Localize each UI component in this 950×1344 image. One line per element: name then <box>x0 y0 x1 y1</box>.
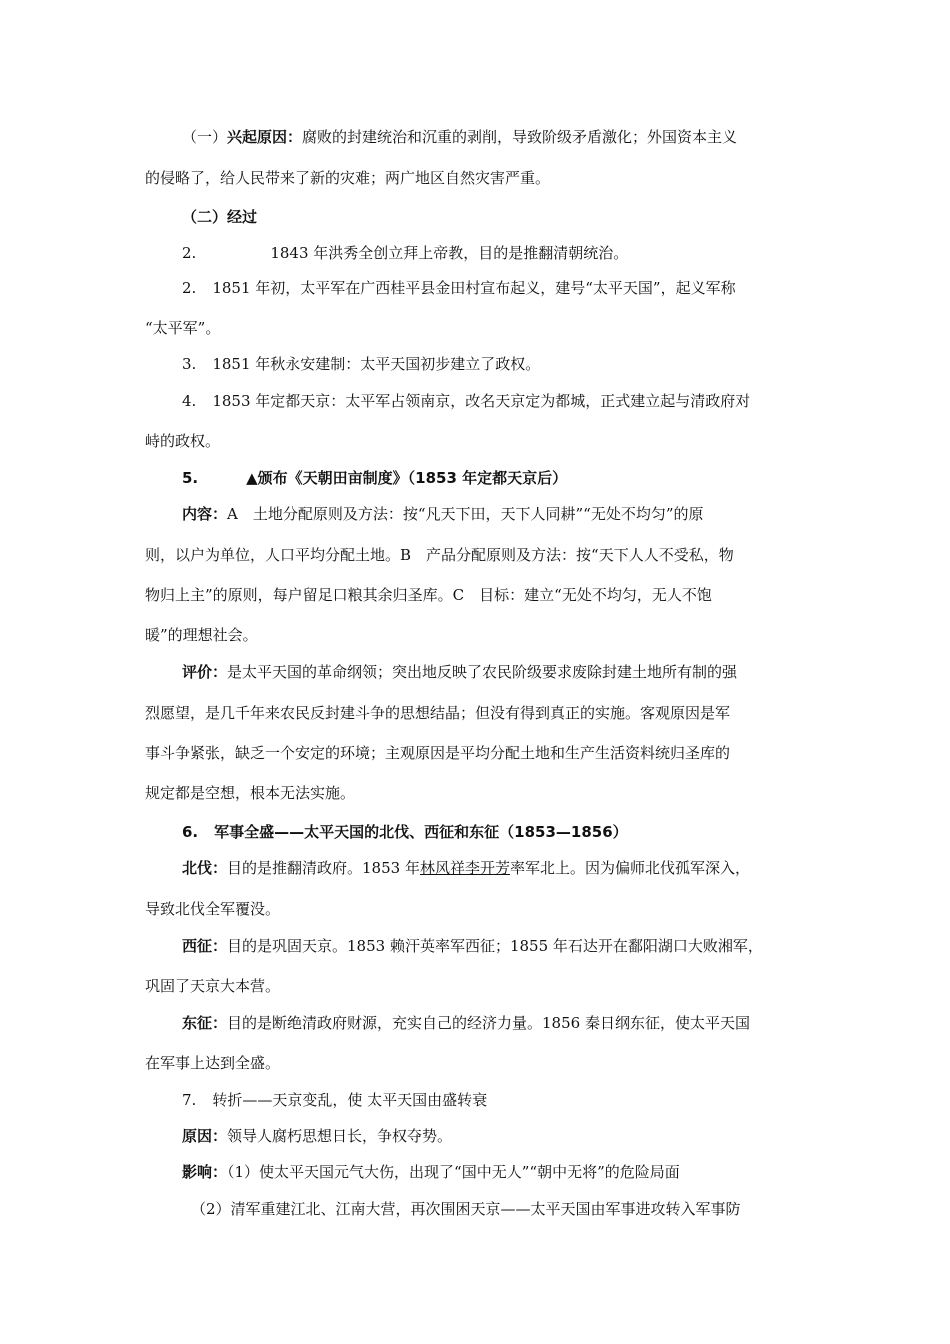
north-line-1 <box>182 858 750 878</box>
impact-line-2: （2）清军重建江北、江南大营，再次围困天京——太平天国由军事进攻转入军事防 <box>191 1200 741 1218</box>
item-1 <box>182 243 628 263</box>
west-line-1 <box>182 936 763 956</box>
east-text: 目的是断绝清政府财源，充实自己的经济力量。1856 秦日纲东征，使太平天国 <box>227 1014 750 1032</box>
item-text: 转折——天京变乱，使 太平天国由盛转衰 <box>212 1091 488 1109</box>
east-label: 东征： <box>182 1014 228 1032</box>
item-3 <box>182 354 540 374</box>
section-cause-heading: 兴起原因： <box>227 128 303 146</box>
item-text: 1843 年洪秀全创立拜上帝教，目的是推翻清朝统治。 <box>270 244 629 262</box>
evaluation-line-2: 烈愿望，是几千年来农民反封建斗争的思想结晶；但没有得到真正的实施。客观原因是军 <box>145 704 731 722</box>
evaluation-text: 是太平天国的革命纲领；突出地反映了农民阶级要求废除封建土地所有制的强 <box>227 663 738 681</box>
west-label: 西征： <box>182 937 228 955</box>
section-process-heading: （二）经过 <box>182 208 258 226</box>
impact-line-1 <box>182 1162 680 1182</box>
north-line-2: 导致北伐全军覆没。 <box>145 900 281 918</box>
item-text: 1851 年秋永安建制：太平天国初步建立了政权。 <box>212 355 541 373</box>
item-text: 1851 年初，太平军在广西桂平县金田村宣布起义，建号“太平天国”，起义军称 <box>212 279 736 297</box>
content-text: A 土地分配原则及方法：按“凡天下田，天下人同耕”“无处不均匀”的原 <box>227 505 704 523</box>
item-text: 1853 年定都天京：太平军占领南京，改名天京定为都城，正式建立起与清政府对 <box>212 392 751 410</box>
section-cause-text: 腐败的封建统治和沉重的剥削，导致阶级矛盾激化；外国资本主义 <box>302 128 738 146</box>
item-4-line-1 <box>182 391 750 411</box>
evaluation-line-1 <box>182 662 737 682</box>
reason-line <box>182 1126 452 1146</box>
item-5-heading <box>182 468 567 488</box>
evaluation-label: 评价： <box>182 663 228 681</box>
item-number: 6. <box>182 823 199 841</box>
item-number: 2. <box>182 279 197 297</box>
content-label: 内容： <box>182 505 228 523</box>
item-4-line-2: 峙的政权。 <box>145 432 221 450</box>
item-2-line-1 <box>182 278 736 298</box>
content-line-1 <box>182 504 704 524</box>
west-line-2: 巩固了天京大本营。 <box>145 977 281 995</box>
north-leaders-underlined: 林风祥李开芳 <box>419 859 510 877</box>
item-number: 7. <box>182 1091 197 1109</box>
item-7 <box>182 1090 487 1110</box>
item-title: ▲颁布《天朝田亩制度》（1853 年定都天京后） <box>246 469 568 487</box>
north-label: 北伐： <box>182 859 228 877</box>
section-prefix: （一） <box>182 128 228 146</box>
section-cause-line-1 <box>182 127 737 147</box>
item-number: 5. <box>182 469 199 487</box>
item-number: 3. <box>182 355 197 373</box>
item-title: 军事全盛——太平天国的北伐、西征和东征（1853—1856） <box>214 823 628 841</box>
north-text: 目的是推翻清政府。1853 年 <box>227 859 420 877</box>
reason-text: 领导人腐朽思想日长，争权夺势。 <box>227 1127 453 1145</box>
evaluation-line-3: 事斗争紧张，缺乏一个安定的环境；主观原因是平均分配土地和生产生活资料统归圣库的 <box>145 744 731 762</box>
item-number: 2. <box>182 244 197 262</box>
impact-text: （1）使太平天国元气大伤，出现了“国中无人”“朝中无将”的危险局面 <box>227 1163 680 1181</box>
east-line-1 <box>182 1013 750 1033</box>
east-line-2: 在军事上达到全盛。 <box>145 1054 281 1072</box>
north-text-cont: 率军北上。因为偏师北伐孤军深入， <box>509 859 750 877</box>
content-line-4: 暖”的理想社会。 <box>145 626 258 644</box>
item-6-heading <box>182 822 628 842</box>
item-number: 4. <box>182 392 197 410</box>
section-cause-line-2: 的侵略了，给人民带来了新的灾难；两广地区自然灾害严重。 <box>145 169 551 187</box>
impact-label: 影响： <box>182 1163 228 1181</box>
item-2-line-2: “太平军”。 <box>145 319 221 337</box>
content-line-3: 物归上主”的原则，每户留足口粮其余归圣库。C 目标：建立“无处不均匀，无人不饱 <box>145 586 712 604</box>
content-line-2: 则，以户为单位，人口平均分配土地。B 产品分配原则及方法：按“天下人人不受私，物 <box>145 546 734 564</box>
reason-label: 原因： <box>182 1127 228 1145</box>
west-text: 目的是巩固天京。1853 赖汗英率军西征；1855 年石达开在鄱阳湖口大败湘军， <box>227 937 763 955</box>
evaluation-line-4: 规定都是空想，根本无法实施。 <box>145 784 356 802</box>
